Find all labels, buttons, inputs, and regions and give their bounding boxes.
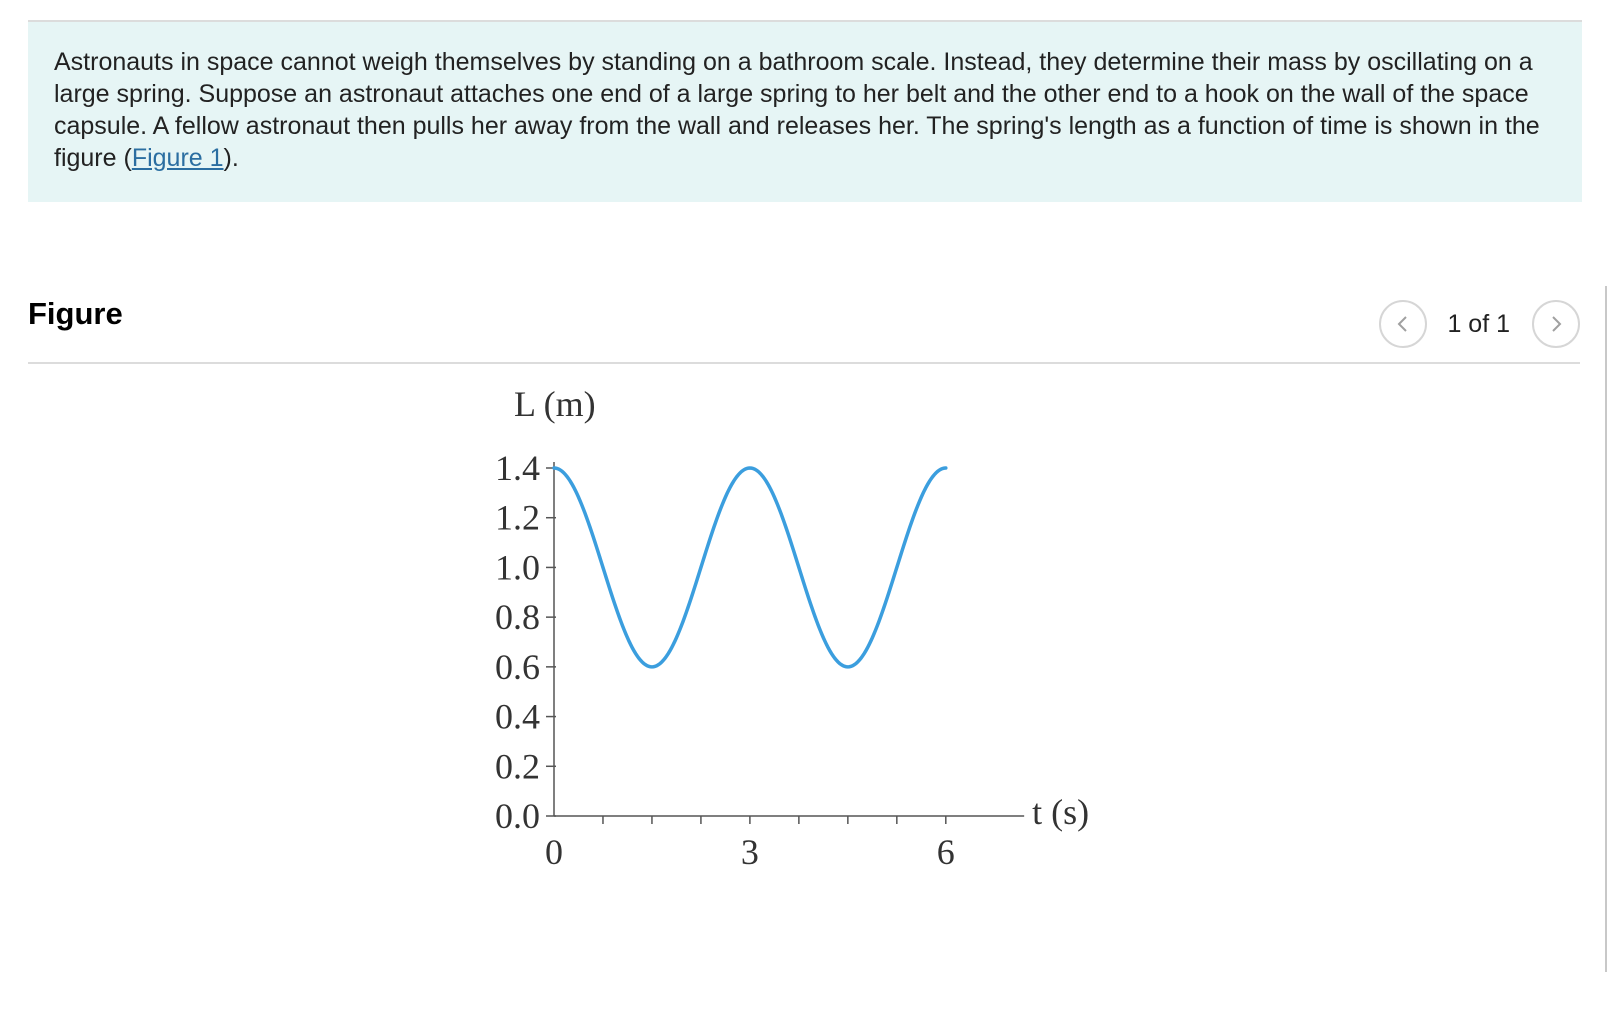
y-tick-label: 0.8 xyxy=(495,597,540,638)
x-tick-label: 0 xyxy=(545,832,563,872)
previous-figure-button[interactable] xyxy=(1379,300,1427,348)
figure-header xyxy=(28,290,1580,364)
y-tick-label: 1.0 xyxy=(495,547,540,588)
chevron-right-icon xyxy=(1546,314,1566,334)
figure-pager xyxy=(1379,298,1580,350)
x-tick-label: 3 xyxy=(740,832,759,872)
figure-title: Figure xyxy=(28,296,123,331)
spring-length-curve xyxy=(554,468,946,667)
y-tick-label: 0.4 xyxy=(495,696,540,737)
figure-page-count: 1 of 1 xyxy=(1447,309,1510,338)
problem-text-end: ). xyxy=(223,144,239,172)
problem-text: Astronauts in space cannot weigh themselves by standing on a bathroom scale. Instead, they determine their mass by oscillating on a large spring. Suppose an astronaut attaches one end of a large spring to her belt and the other end to a hook on the wall of the space capsule. A fellow astronaut then pulls her away from the wall and releases her. The spring's length as a function of time is shown in the figure ( xyxy=(54,48,1540,172)
y-tick-label: 0.6 xyxy=(495,646,540,687)
figure-1-link[interactable]: Figure 1 xyxy=(131,144,224,172)
x-tick-label: 6 xyxy=(936,832,955,872)
problem-statement xyxy=(54,46,1556,174)
spring-length-chart xyxy=(470,380,1130,900)
y-tick-label: 1.2 xyxy=(495,497,540,538)
x-axis-label: t (s) xyxy=(1032,792,1090,832)
y-tick-label: 0.0 xyxy=(495,796,540,836)
scrollbar-edge xyxy=(1605,286,1607,972)
problem-statement-panel xyxy=(28,22,1582,202)
y-tick-label: 1.4 xyxy=(495,448,540,488)
y-axis-label: L (m) xyxy=(514,384,596,424)
y-tick-label: 0.2 xyxy=(495,746,540,787)
chevron-left-icon xyxy=(1393,314,1413,334)
next-figure-button[interactable] xyxy=(1532,300,1580,348)
